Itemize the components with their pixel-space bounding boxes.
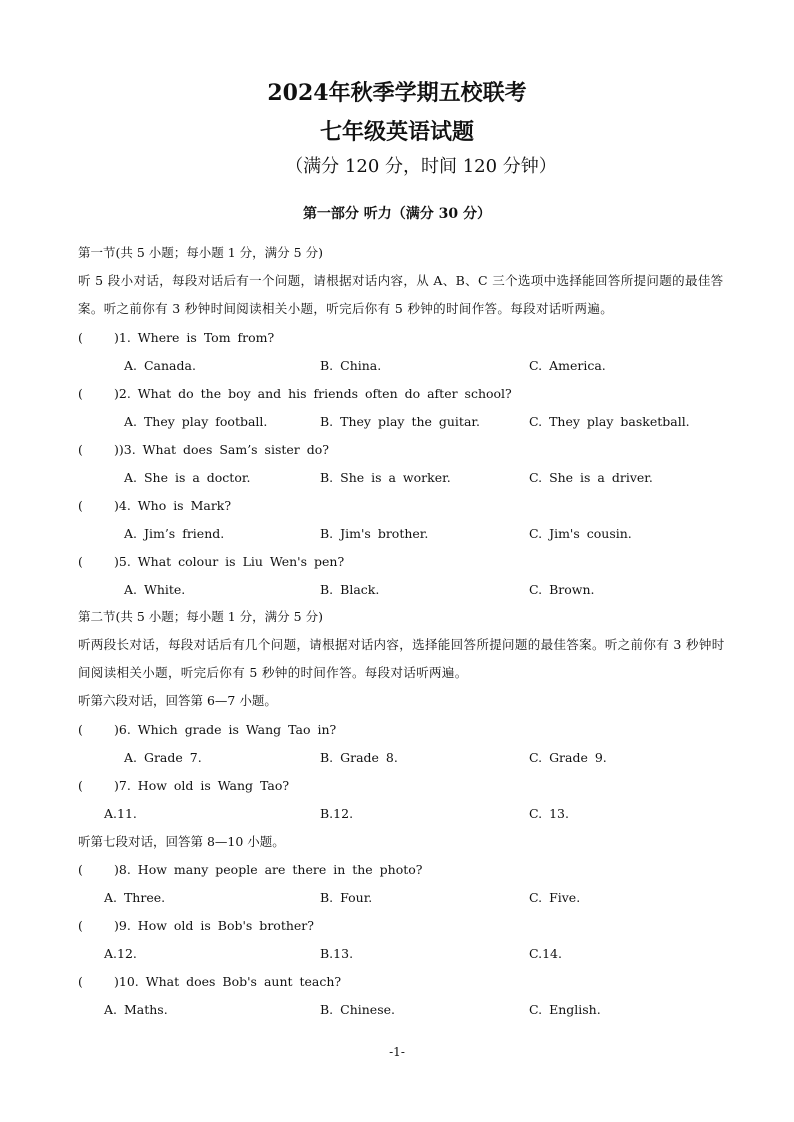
question-2-option-c: C. They play basketball. bbox=[529, 414, 690, 429]
question-7-option-a: A.11. bbox=[104, 806, 137, 821]
answer-blank[interactable]: ( bbox=[78, 498, 83, 513]
answer-blank[interactable]: ( bbox=[78, 974, 83, 989]
dialog7-note: 听第七段对话，回答第 8—10 小题。 bbox=[78, 834, 285, 849]
question-text: 7. How old is Wang Tao? bbox=[118, 778, 290, 793]
answer-blank[interactable]: ( bbox=[78, 918, 83, 933]
question-10-option-c: C. English. bbox=[529, 1002, 601, 1017]
question-text: 5. What colour is Liu Wen's pen? bbox=[118, 554, 345, 569]
question-6-option-a: A. Grade 7. bbox=[124, 750, 202, 765]
question-2-option-a: A. They play football. bbox=[124, 414, 268, 429]
question-1-option-b: B. China. bbox=[320, 358, 382, 373]
question-text: 6. Which grade is Wang Tao in? bbox=[118, 722, 337, 737]
question-text: 2. What do the boy and his friends often do after school? bbox=[118, 386, 512, 401]
question-5-option-a: A. White. bbox=[124, 582, 186, 597]
exam-title: 2024年秋季学期五校联考 bbox=[267, 80, 527, 106]
question-close-paren: ) bbox=[114, 386, 119, 401]
page-number: -1- bbox=[389, 1045, 405, 1059]
question-10-option-b: B. Chinese. bbox=[320, 1002, 395, 1017]
question-close-paren: ) bbox=[114, 554, 119, 569]
question-8 bbox=[78, 861, 423, 879]
question-9-option-b: B.13. bbox=[320, 946, 354, 961]
answer-blank[interactable]: ( bbox=[78, 442, 83, 457]
question-close-paren: )) bbox=[114, 442, 124, 457]
answer-blank[interactable]: ( bbox=[78, 862, 83, 877]
question-close-paren: ) bbox=[114, 918, 119, 933]
question-7-option-b: B.12. bbox=[320, 806, 354, 821]
question-1 bbox=[78, 329, 274, 347]
question-3-option-c: C. She is a driver. bbox=[529, 470, 653, 485]
question-5-option-b: B. Black. bbox=[320, 582, 380, 597]
part1-title: 第一部分 听力（满分 30 分） bbox=[302, 206, 492, 222]
question-text: 3. What does Sam’s sister do? bbox=[123, 442, 329, 457]
question-7-option-c: C. 13. bbox=[529, 806, 569, 821]
question-9 bbox=[78, 917, 314, 935]
question-10 bbox=[78, 973, 341, 991]
answer-blank[interactable]: ( bbox=[78, 778, 83, 793]
question-4 bbox=[78, 497, 231, 515]
question-close-paren: ) bbox=[114, 974, 119, 989]
question-3-option-b: B. She is a worker. bbox=[320, 470, 451, 485]
question-close-paren: ) bbox=[114, 722, 119, 737]
question-6-option-b: B. Grade 8. bbox=[320, 750, 398, 765]
question-8-option-b: B. Four. bbox=[320, 890, 373, 905]
question-close-paren: ) bbox=[114, 330, 119, 345]
question-4-option-a: A. Jim’s friend. bbox=[124, 526, 225, 541]
question-3 bbox=[78, 441, 329, 459]
question-4-option-b: B. Jim's brother. bbox=[320, 526, 429, 541]
question-2-option-b: B. They play the guitar. bbox=[320, 414, 480, 429]
question-8-option-a: A. Three. bbox=[104, 890, 166, 905]
question-close-paren: ) bbox=[114, 498, 119, 513]
question-3-option-a: A. She is a doctor. bbox=[124, 470, 251, 485]
answer-blank[interactable]: ( bbox=[78, 722, 83, 737]
question-text: 9. How old is Bob's brother? bbox=[118, 918, 314, 933]
question-6-option-c: C. Grade 9. bbox=[529, 750, 607, 765]
section2-heading: 第二节(共 5 小题；每小题 1 分，满分 5 分) bbox=[78, 609, 323, 624]
question-8-option-c: C. Five. bbox=[529, 890, 581, 905]
answer-blank[interactable]: ( bbox=[78, 330, 83, 345]
question-text: 4. Who is Mark? bbox=[118, 498, 232, 513]
question-1-option-a: A. Canada. bbox=[124, 358, 196, 373]
score-time-note: （满分 120 分，时间 120 分钟） bbox=[285, 156, 557, 177]
answer-blank[interactable]: ( bbox=[78, 554, 83, 569]
answer-blank[interactable]: ( bbox=[78, 386, 83, 401]
question-text: 8. How many people are there in the photo? bbox=[118, 862, 423, 877]
question-2 bbox=[78, 385, 512, 403]
question-10-option-a: A. Maths. bbox=[104, 1002, 168, 1017]
question-7 bbox=[78, 777, 289, 795]
question-9-option-a: A.12. bbox=[104, 946, 137, 961]
question-1-option-c: C. America. bbox=[529, 358, 606, 373]
question-text: 1. Where is Tom from? bbox=[118, 330, 275, 345]
section1-instructions: 听 5 段小对话，每段对话后有一个问题，请根据对话内容，从 A、B、C 三个选项中选择能回答所提问题的最佳答案。听之前你有 3 秒钟时间阅读相关小题，听完后你有 5 秒钟的时间作答。每段对话听两遍。 bbox=[78, 273, 724, 316]
question-9-option-c: C.14. bbox=[529, 946, 562, 961]
question-6 bbox=[78, 721, 336, 739]
section1-heading: 第一节(共 5 小题；每小题 1 分，满分 5 分) bbox=[78, 245, 323, 260]
question-close-paren: ) bbox=[114, 862, 119, 877]
question-text: 10. What does Bob's aunt teach? bbox=[118, 974, 342, 989]
question-close-paren: ) bbox=[114, 778, 119, 793]
question-5-option-c: C. Brown. bbox=[529, 582, 595, 597]
dialog6-note: 听第六段对话，回答第 6—7 小题。 bbox=[78, 693, 277, 708]
section2-instructions: 听两段长对话，每段对话后有几个问题，请根据对话内容，选择能回答所提问题的最佳答案。听之前你有 3 秒钟时间阅读相关小题，听完后你有 5 秒钟的时间作答。每段对话听两遍。 bbox=[78, 637, 725, 680]
question-5 bbox=[78, 553, 344, 571]
exam-subtitle: 七年级英语试题 bbox=[319, 119, 474, 145]
question-4-option-c: C. Jim's cousin. bbox=[529, 526, 632, 541]
